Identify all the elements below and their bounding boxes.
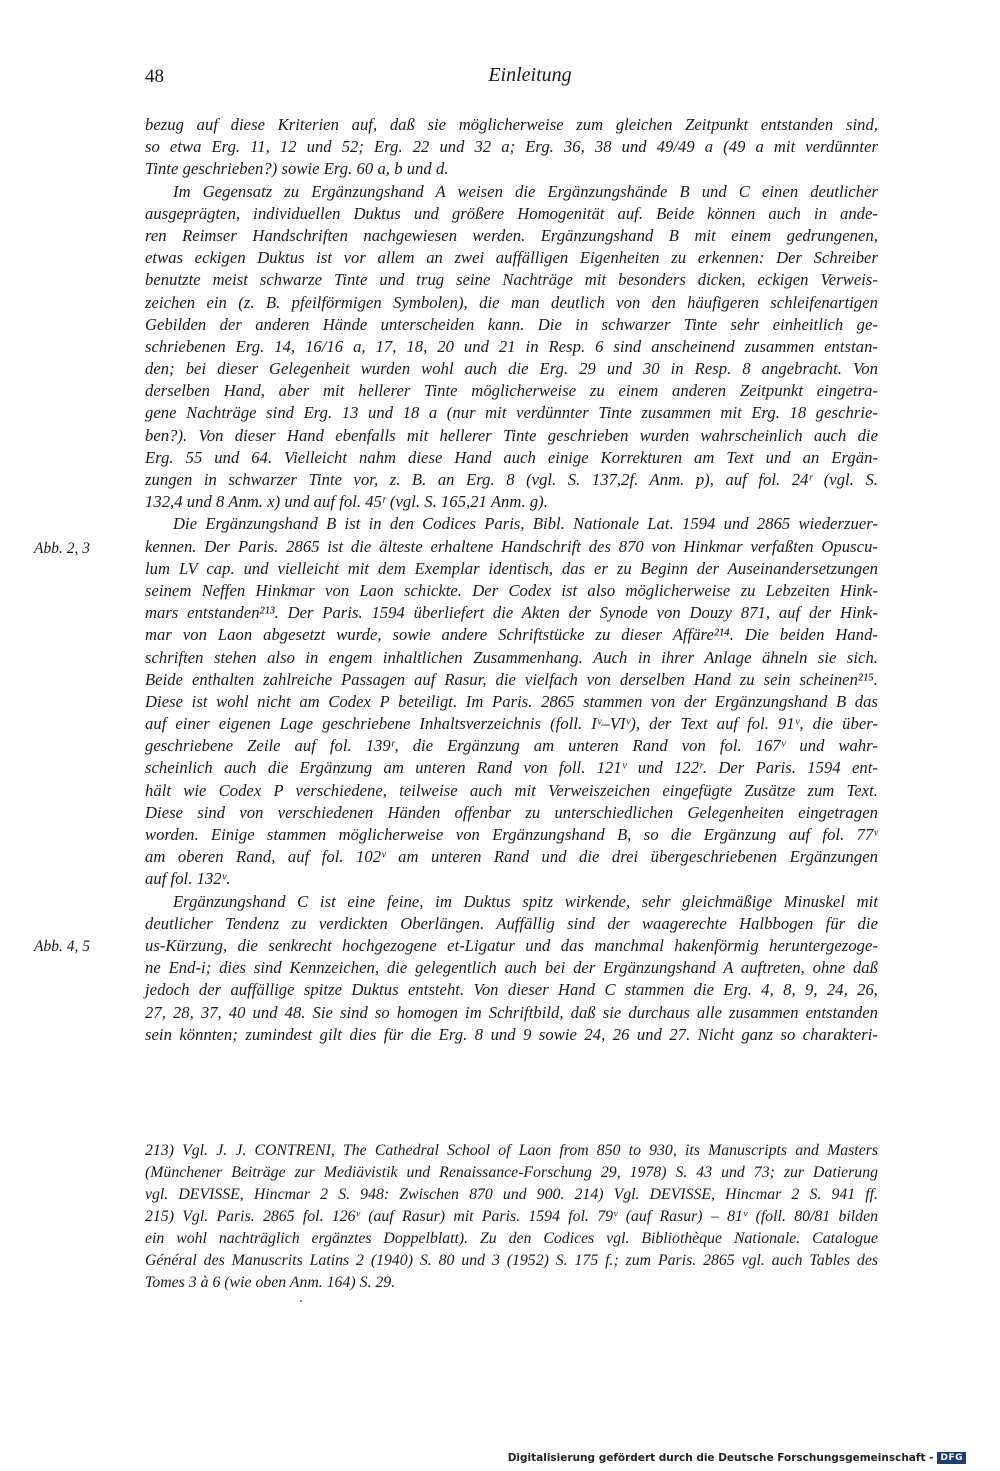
body-line: ne End-i; dies sind Kennzeichen, die gelegentlich auch bei der Ergänzungshand A auftreten, ohne daß: [145, 958, 878, 978]
body-line: sein könnten; zumindest gilt dies für die Erg. 8 und 9 sowie 24, 26 und 27. Nicht ganz so charakteri-: [145, 1024, 878, 1044]
footnote-line: 215) Vgl. Paris. 2865 fol. 126ᵛ (auf Rasur) mit Paris. 1594 fol. 79ᵛ (auf Rasur) – 81ᵛ (foll. 80/81 bilden: [145, 1208, 878, 1225]
body-line: jedoch der auffällige spitze Duktus entsteht. Von dieser Hand C stammen die Erg. 4, 8, 9, 24, 26,: [145, 980, 878, 1000]
body-line: auf einer eigenen Lage geschriebene Inhaltsverzeichnis (foll. Iᵛ–VIᵛ), der Text auf fol. 91ᵛ, die über-: [145, 714, 878, 734]
body-line: zungen in schwarzer Tinte vor, z. B. an Erg. 8 (vgl. S. 137,2f. Anm. p), auf fol. 24ʳ (vgl. S.: [145, 470, 878, 489]
body-line: derselben Hand, aber mit hellerer Tinte möglicherweise zu einem anderen Zeitpunkt eingetra-: [145, 381, 878, 401]
body-line: Ergänzungshand C ist eine feine, im Duktus spitz wirkende, sehr gleichmäßige Minuskel mit: [173, 891, 878, 911]
footnote-line: Général des Manuscrits Latins 2 (1940) S. 80 und 3 (1952) S. 175 f.; zum Paris. 2865 vgl. auch Tables des: [145, 1252, 878, 1269]
body-line: bezug auf diese Kriterien auf, daß sie möglicherweise zum gleichen Zeitpunkt entstanden sind,: [145, 115, 878, 134]
body-line: worden. Einige stammen möglicherweise von Ergänzungshand B, so die Ergänzung auf fol. 77ᵛ: [145, 825, 878, 844]
body-line: Diese ist wohl nicht am Codex P beteiligt. Im Paris. 2865 stammen von der Ergänzungshand B das: [145, 691, 878, 711]
body-line: den; bei dieser Gelegenheit wurden wohl auch die Erg. 29 und 30 in Resp. 8 angebracht. Von: [145, 359, 878, 379]
body-line: scheinlich auch die Ergänzung am unteren Rand von foll. 121ᵛ und 122ʳ. Der Paris. 1594 ent-: [145, 758, 878, 778]
body-line: Diese sind von verschiedenen Händen offenbar zu unterschiedlichen Gelegenheiten eingetragen: [145, 802, 878, 822]
body-line: schriebenen Erg. 14, 16/16 a, 17, 18, 20 und 21 in Resp. 6 sind anscheinend zusammen entstan-: [145, 336, 878, 356]
body-line: hält wie Codex P verschiedene, teilweise auch mit Verweiszeichen eingefügte Zusätze zum Text.: [145, 780, 878, 800]
body-line: 27, 28, 37, 40 und 48. Sie sind so homogen im Schriftbild, daß sie durchaus alle zusammen entstanden: [145, 1002, 878, 1022]
body-line: ren Reimser Handschriften nachgewiesen werden. Ergänzungshand B mit einem gedrungenen,: [145, 225, 878, 245]
body-line: lum LV cap. und vielleicht mit dem Exemplar identisch, das er zu Beginn der Auseinandersetzungen: [145, 558, 878, 578]
body-line: us-Kürzung, die senkrecht hochgezogene et-Ligatur und das manchmal hakenförmig heruntergezoge-: [145, 935, 878, 955]
margin-note-abb-2-3: Abb. 2, 3: [34, 540, 90, 557]
footnotes: [145, 1140, 878, 1294]
body-line: mars entstanden²¹³. Der Paris. 1594 überliefert die Akten der Synode von Douzy 871, auf der Hink-: [145, 603, 878, 623]
body-line: geschriebene Zeile auf fol. 139ʳ, die Ergänzung am unteren Rand von fol. 167ᵛ und wahr-: [145, 736, 878, 756]
body-line: seinem Neffen Hinkmar von Laon schickte. Der Codex ist also möglicherweise zu Lebzeiten Hink-: [145, 580, 878, 600]
body-line: deutlicher Tendenz zu verdickten Oberlängen. Auffällig sind der waagerechte Halbbogen für die: [145, 913, 878, 933]
footnote-line: Tomes 3 à 6 (wie oben Anm. 164) S. 29.: [145, 1274, 396, 1291]
body-line: gene Nachträge sind Erg. 13 und 18 a (nur mit verdünnter Tinte zusammen mit Erg. 18 geschrie-: [145, 403, 878, 423]
body-line: Tinte geschrieben?) sowie Erg. 60 a, b und d.: [145, 159, 449, 179]
body-line: benutzte meist schwarze Tinte und trug seine Nachträge mit besonders dicken, eckigen Verweis-: [145, 270, 878, 290]
footnote-line: vgl. DEVISSE, Hincmar 2 S. 948: Zwischen 870 und 900. 214) Vgl. DEVISSE, Hincmar 2 S. 941 ff.: [145, 1186, 878, 1203]
body-line: Gebilden der anderen Hände unterscheiden kann. Die in schwarzer Tinte sehr einheitlich ge-: [145, 314, 878, 334]
body-line: so etwa Erg. 11, 12 und 52; Erg. 22 und 32 a; Erg. 36, 38 und 49/49 a (49 a mit verdünnter: [145, 137, 878, 157]
page-number: 48: [145, 66, 164, 87]
body-line: Die Ergänzungshand B ist in den Codices Paris, Bibl. Nationale Lat. 1594 und 2865 wiederzuer-: [173, 514, 878, 534]
margin-note-abb-4-5: Abb. 4, 5: [34, 938, 90, 955]
footnote-line: (Münchener Beiträge zur Mediävistik und Renaissance-Forschung 29, 1978) S. 43 und 73; zur Datierung: [145, 1164, 878, 1181]
body-text: [145, 114, 878, 1046]
footnote-line: ein wohl nachträglich ergänztes Doppelblatt). Zu den Codices vgl. Bibliothèque Nationale. Catalogue: [145, 1230, 878, 1247]
running-head: Einleitung: [488, 64, 572, 86]
body-line: kennen. Der Paris. 2865 ist die älteste erhaltene Handschrift des 870 von Hinkmar verfaßten Opuscu-: [145, 536, 878, 556]
dfg-logo-icon: DFG: [937, 1452, 966, 1464]
body-line: auf fol. 132ᵛ.: [145, 869, 231, 889]
scan-speck: [300, 1300, 302, 1302]
body-line: schriften stehen also in engem inhaltlichen Zusammenhang. Auch in ihrer Anlage ähneln sie sich.: [145, 647, 878, 667]
credit-text: Digitalisierung gefördert durch die Deutsche Forschungsgemeinschaft -: [507, 1452, 934, 1464]
body-line: am oberen Rand, auf fol. 102ᵛ am unteren Rand und die drei übergeschriebenen Ergänzungen: [145, 847, 878, 867]
body-line: zeichen ein (z. B. pfeilförmigen Symbolen), die man deutlich von den häufigeren schleifenartigen: [145, 292, 878, 312]
body-line: Im Gegensatz zu Ergänzungshand A weisen die Ergänzungshände B und C einen deutlicher: [173, 181, 878, 201]
body-line: Beide enthalten zahlreiche Passagen auf Rasur, die vielfach von derselben Hand zu sein scheinen²¹⁵.: [145, 669, 878, 689]
body-line: ausgeprägten, individuellen Duktus und größere Homogenität auf. Beide können auch in ande-: [145, 203, 878, 223]
body-line: Erg. 55 und 64. Vielleicht nahm diese Hand auch einige Korrekturen am Text und an Ergän-: [145, 447, 878, 467]
footnote-line: 213) Vgl. J. J. CONTRENI, The Cathedral School of Laon from 850 to 930, its Manuscripts and Masters: [145, 1142, 878, 1159]
body-line: ben?). Von dieser Hand ebenfalls mit hellerer Tinte geschrieben wurden wahrscheinlich auch die: [145, 425, 878, 445]
body-line: mar von Laon abgesetzt wurde, sowie andere Schriftstücke zu dieser Affäre²¹⁴. Die beiden Hand-: [145, 625, 878, 645]
digitization-credit: [508, 1452, 966, 1464]
body-line: etwas eckigen Duktus ist vor allem an zwei auffälligen Eigenheiten zu erkennen: Der Schreiber: [145, 248, 878, 268]
body-line: 132,4 und 8 Anm. x) und auf fol. 45ʳ (vgl. S. 165,21 Anm. g).: [145, 492, 548, 512]
